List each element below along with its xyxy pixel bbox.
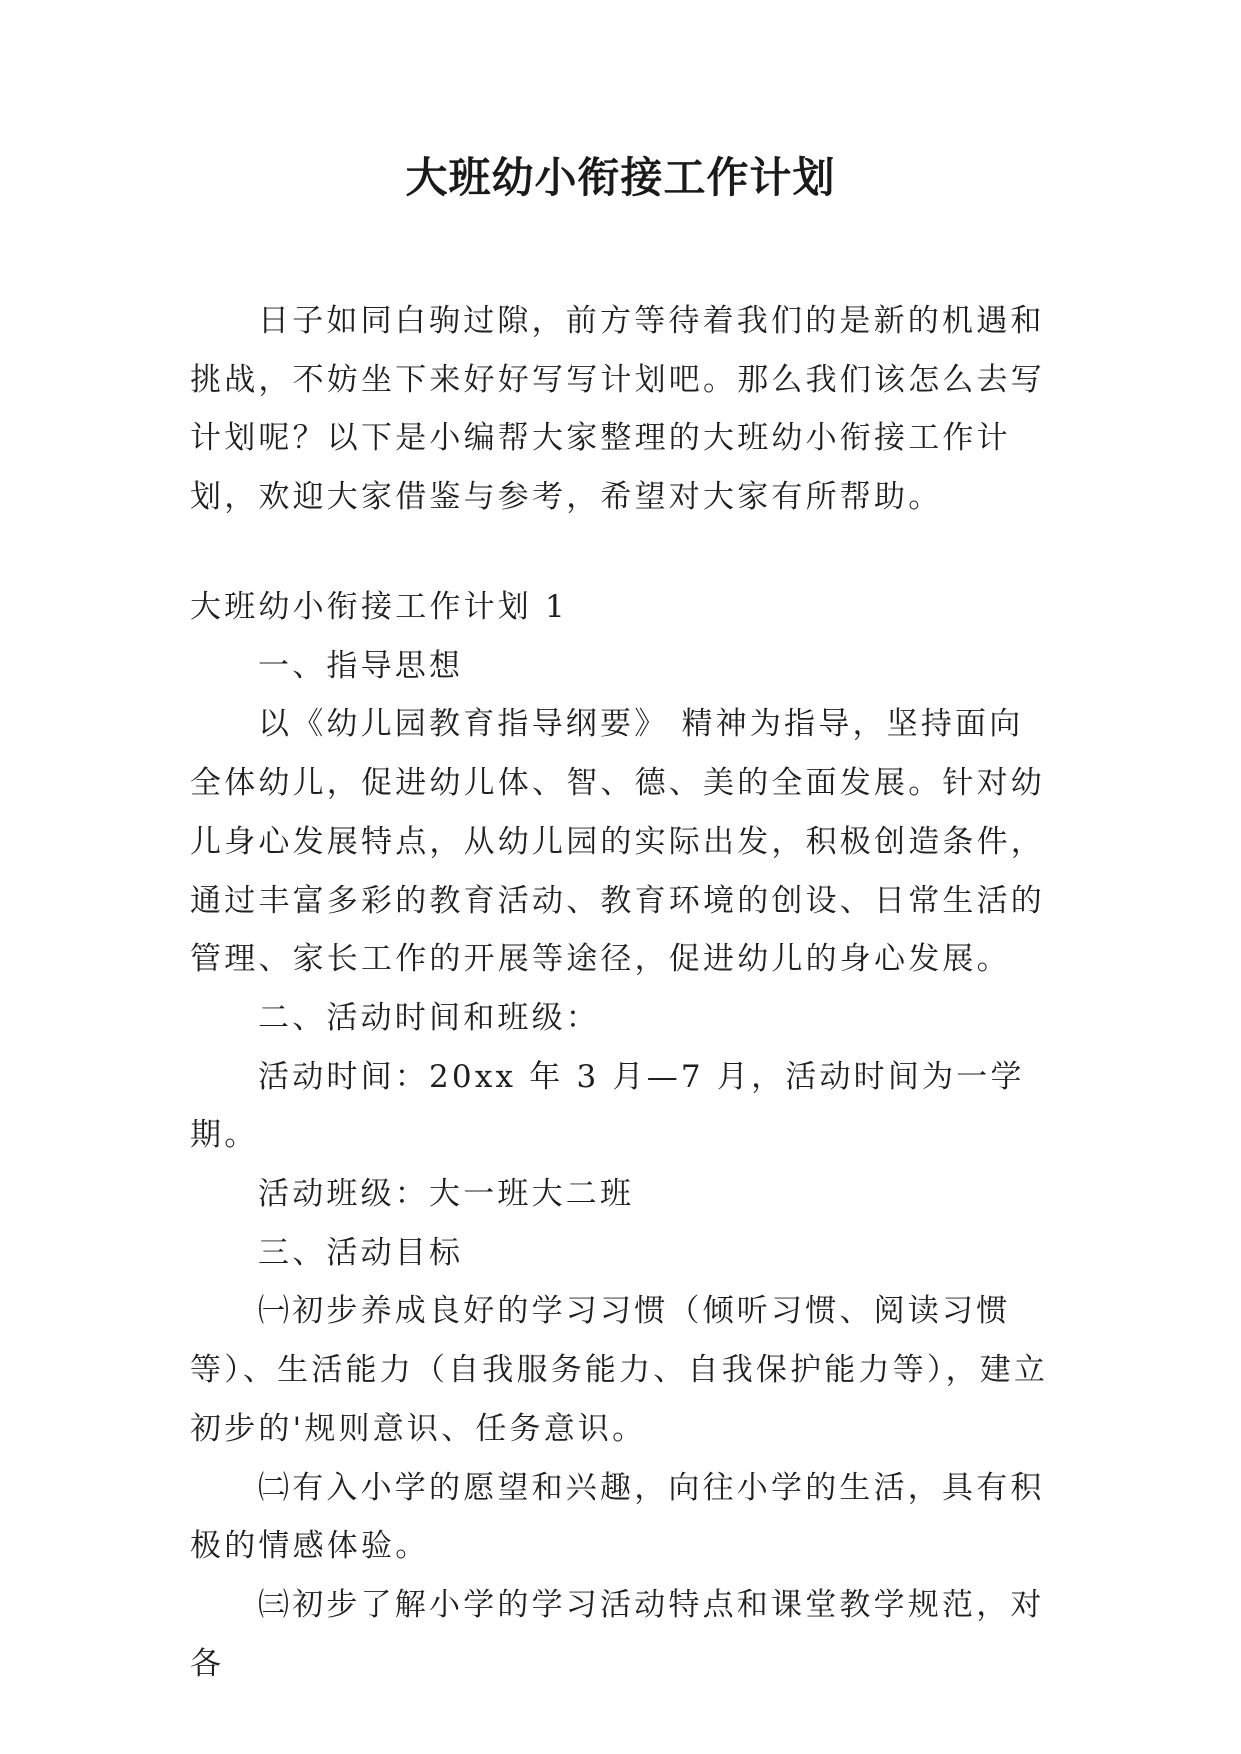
activity-class: 活动班级：大一班大二班 bbox=[258, 1176, 635, 1213]
intro-paragraph: 日子如同白驹过隙，前方等待着我们的是新的机遇和挑战，不妨坐下来好好写写计划吧。那么我们该怎么去写计划呢？以下是小编帮大家整理的大班幼小衔接工作计划，欢迎大家借鉴与参考，希望对大家有所帮助。 bbox=[190, 303, 1045, 515]
goal-3-paragraph: ㈢初步了解小学的学习活动特点和课堂教学规范，对各 bbox=[190, 1586, 1045, 1682]
goal-1-paragraph: ㈠初步养成良好的学习习惯（倾听习惯、阅读习惯等）、生活能力（自我服务能力、自我保护能力等），建立初步的'规则意识、任务意识。 bbox=[190, 1293, 1049, 1447]
plan-section bbox=[190, 578, 1054, 1693]
document-title: 大班幼小衔接工作计划 bbox=[405, 153, 836, 202]
intro-section bbox=[190, 292, 1054, 526]
section-heading: 大班幼小衔接工作计划 1 bbox=[190, 589, 568, 625]
part1-paragraph: 以《幼儿园教育指导纲要》 精神为指导，坚持面向全体幼儿，促进幼儿体、智、德、美的全面发展。针对幼儿身心发展特点，从幼儿园的实际出发，积极创造条件，通过丰富多彩的教育活动、教育环境的创设、日常生活的管理、家长工作的开展等途径，促进幼儿的身心发展。 bbox=[190, 706, 1045, 978]
activity-time: 活动时间：20xx 年 3 月—7 月，活动时间为一学期。 bbox=[190, 1058, 1025, 1154]
goal-2-paragraph: ㈡有入小学的愿望和兴趣，向往小学的生活，具有积极的情感体验。 bbox=[190, 1469, 1045, 1565]
part1-heading: 一、指导思想 bbox=[258, 647, 464, 684]
part2-heading: 二、活动时间和班级： bbox=[258, 999, 600, 1036]
part3-heading: 三、活动目标 bbox=[258, 1234, 464, 1271]
